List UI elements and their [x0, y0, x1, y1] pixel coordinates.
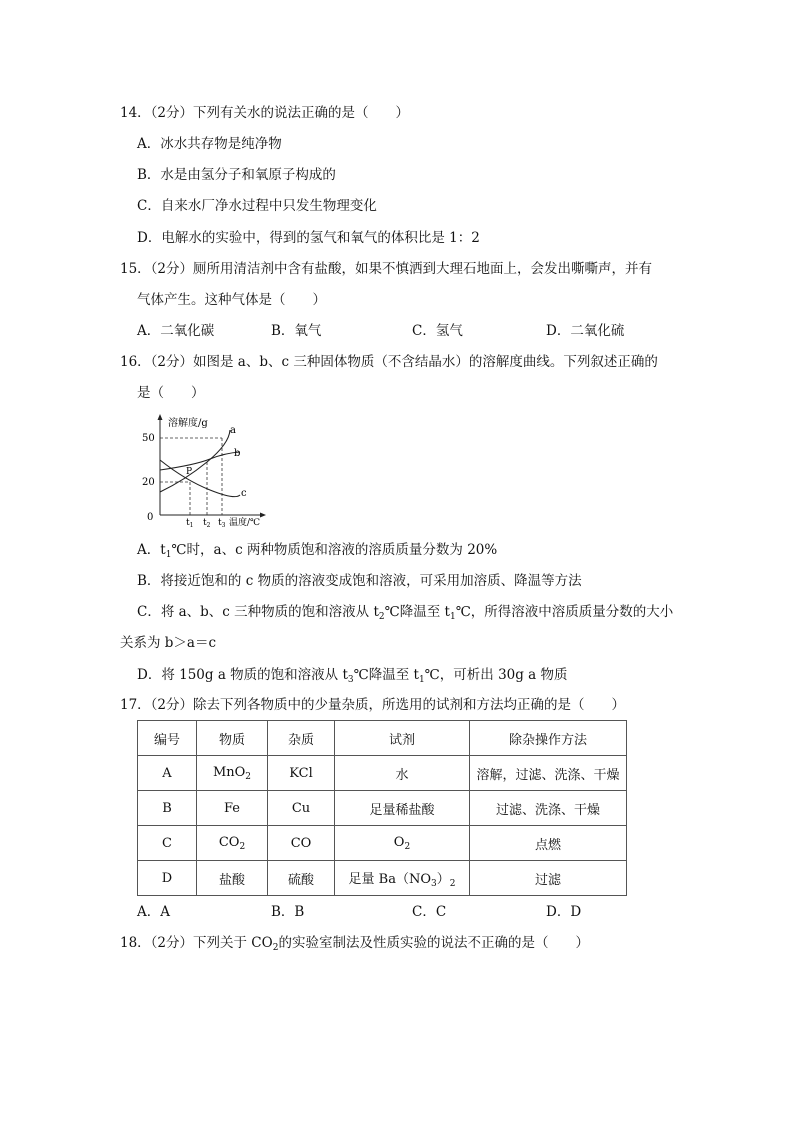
table-cell: Fe	[197, 791, 268, 826]
table-cell: 足量 $Ba(NO_3)_2$	[335, 861, 470, 896]
q15-option-c: C．氢气	[412, 323, 463, 339]
table-cell: C	[138, 826, 197, 861]
table-header: 除杂操作方法	[470, 721, 627, 756]
q15-option-d: D．二氧化硫	[546, 323, 625, 339]
q16-option-d: D．将 150g a 物质的饱和溶液从 $t_3℃$降温至 $t_1℃$，可析出 30g a 物质	[137, 667, 568, 685]
q16-option-a: A．$t_1℃$时，a、c 两种物质饱和溶液的溶质质量分数为 20%	[137, 542, 498, 560]
graph-origin-label: 0	[147, 512, 154, 523]
graph-xlabel: 温度/℃	[229, 518, 261, 528]
table-cell: $CO_2$	[197, 826, 268, 861]
q16-stem-line2: 是（ ）	[137, 385, 205, 401]
table-header: 杂质	[268, 721, 335, 756]
table-header: 物质	[197, 721, 268, 756]
q16-option-b: B．将接近饱和的 c 物质的溶液变成饱和溶液，可采用加溶质、降温等方法	[137, 573, 582, 589]
table-row	[138, 861, 627, 896]
table-cell: Cu	[268, 791, 335, 826]
q15-options	[137, 322, 657, 340]
y-axis-arrow	[158, 414, 163, 420]
table-cell: 点燃	[470, 826, 627, 861]
solubility-curve-graph	[140, 410, 270, 532]
table-cell: 过滤	[470, 861, 627, 896]
graph-label-b: b	[234, 448, 241, 459]
table-cell: 水	[335, 756, 470, 791]
table-cell: B	[138, 791, 197, 826]
table-cell: 足量稀盐酸	[335, 791, 470, 826]
table-row	[138, 756, 627, 791]
q14-option-c: C．自来水厂净水过程中只发生物理变化	[137, 198, 377, 214]
graph-y50-label: 50	[142, 433, 155, 444]
x-axis-arrow	[260, 513, 266, 518]
q14-option-a: A．冰水共存物是纯净物	[137, 136, 282, 152]
table-cell: 硫酸	[268, 861, 335, 896]
q17-option-a: A．A	[137, 904, 170, 920]
table-cell: A	[138, 756, 197, 791]
graph-label-c: c	[241, 488, 247, 499]
q17-stem: 17．（2分）除去下列各物质中的少量杂质，所选用的试剂和方法均正确的是（ ）	[120, 697, 626, 713]
table-cell: D	[138, 861, 197, 896]
q17-option-d: D．D	[546, 904, 582, 920]
q16-option-c: C．将 a、b、c 三种物质的饱和溶液从 $t_2℃$降温至 $t_1℃$，所得溶液中溶质质量分数的大小	[137, 604, 674, 622]
table-cell: 溶解，过滤、洗涤、干燥	[470, 756, 627, 791]
q15-stem-line1: 15．（2分）厕所用清洁剂中含有盐酸，如果不慎洒到大理石地面上，会发出嘶嘶声，并有	[120, 261, 653, 277]
table-cell: KCl	[268, 756, 335, 791]
graph-y20-label: 20	[142, 477, 155, 488]
table-cell: $O_2$	[335, 826, 470, 861]
q18-stem: 18．（2分）下列关于 $CO_2$的实验室制法及性质实验的说法不正确的是（ ）	[120, 935, 589, 953]
q14-option-b: B．水是由氢分子和氧原子构成的	[137, 167, 336, 183]
q15-option-b: B．氧气	[271, 323, 322, 339]
table-cell: 盐酸	[197, 861, 268, 896]
table-header: 编号	[138, 721, 197, 756]
q14-option-d: D．电解水的实验中，得到的氢气和氧气的体积比是 1：2	[137, 230, 480, 246]
curve-c	[160, 460, 240, 497]
table-cell: MnO$_2$	[197, 756, 268, 791]
graph-label-a: a	[230, 425, 236, 436]
graph-t1-label: $t_1$	[186, 518, 194, 529]
q15-stem-line2: 气体产生。这种气体是（ ）	[137, 292, 326, 308]
graph-ylabel: 溶解度/g	[168, 418, 208, 429]
graph-t2-label: $t_2$	[203, 518, 211, 529]
q17-option-b: B．B	[271, 904, 305, 920]
q14-stem: 14．（2分）下列有关水的说法正确的是（ ）	[120, 105, 410, 121]
q17-option-c: C．C	[412, 904, 447, 920]
table-cell: CO	[268, 826, 335, 861]
table-cell: 过滤、洗涤、干燥	[470, 791, 627, 826]
q15-option-a: A．二氧化碳	[137, 323, 215, 339]
q17-options	[137, 903, 657, 921]
graph-point-p: P	[186, 467, 193, 477]
table-header-row	[138, 721, 627, 756]
q16-option-c-line2: 关系为 b＞a＝c	[120, 635, 217, 651]
table-row	[138, 791, 627, 826]
table-row	[138, 826, 627, 861]
graph-t3-label: $t_3$	[218, 518, 226, 529]
q17-table	[137, 720, 627, 896]
q16-stem-line1: 16．（2分）如图是 a、b、c 三种固体物质（不含结晶水）的溶解度曲线。下列叙述正确的	[120, 354, 658, 370]
table-header: 试剂	[335, 721, 470, 756]
